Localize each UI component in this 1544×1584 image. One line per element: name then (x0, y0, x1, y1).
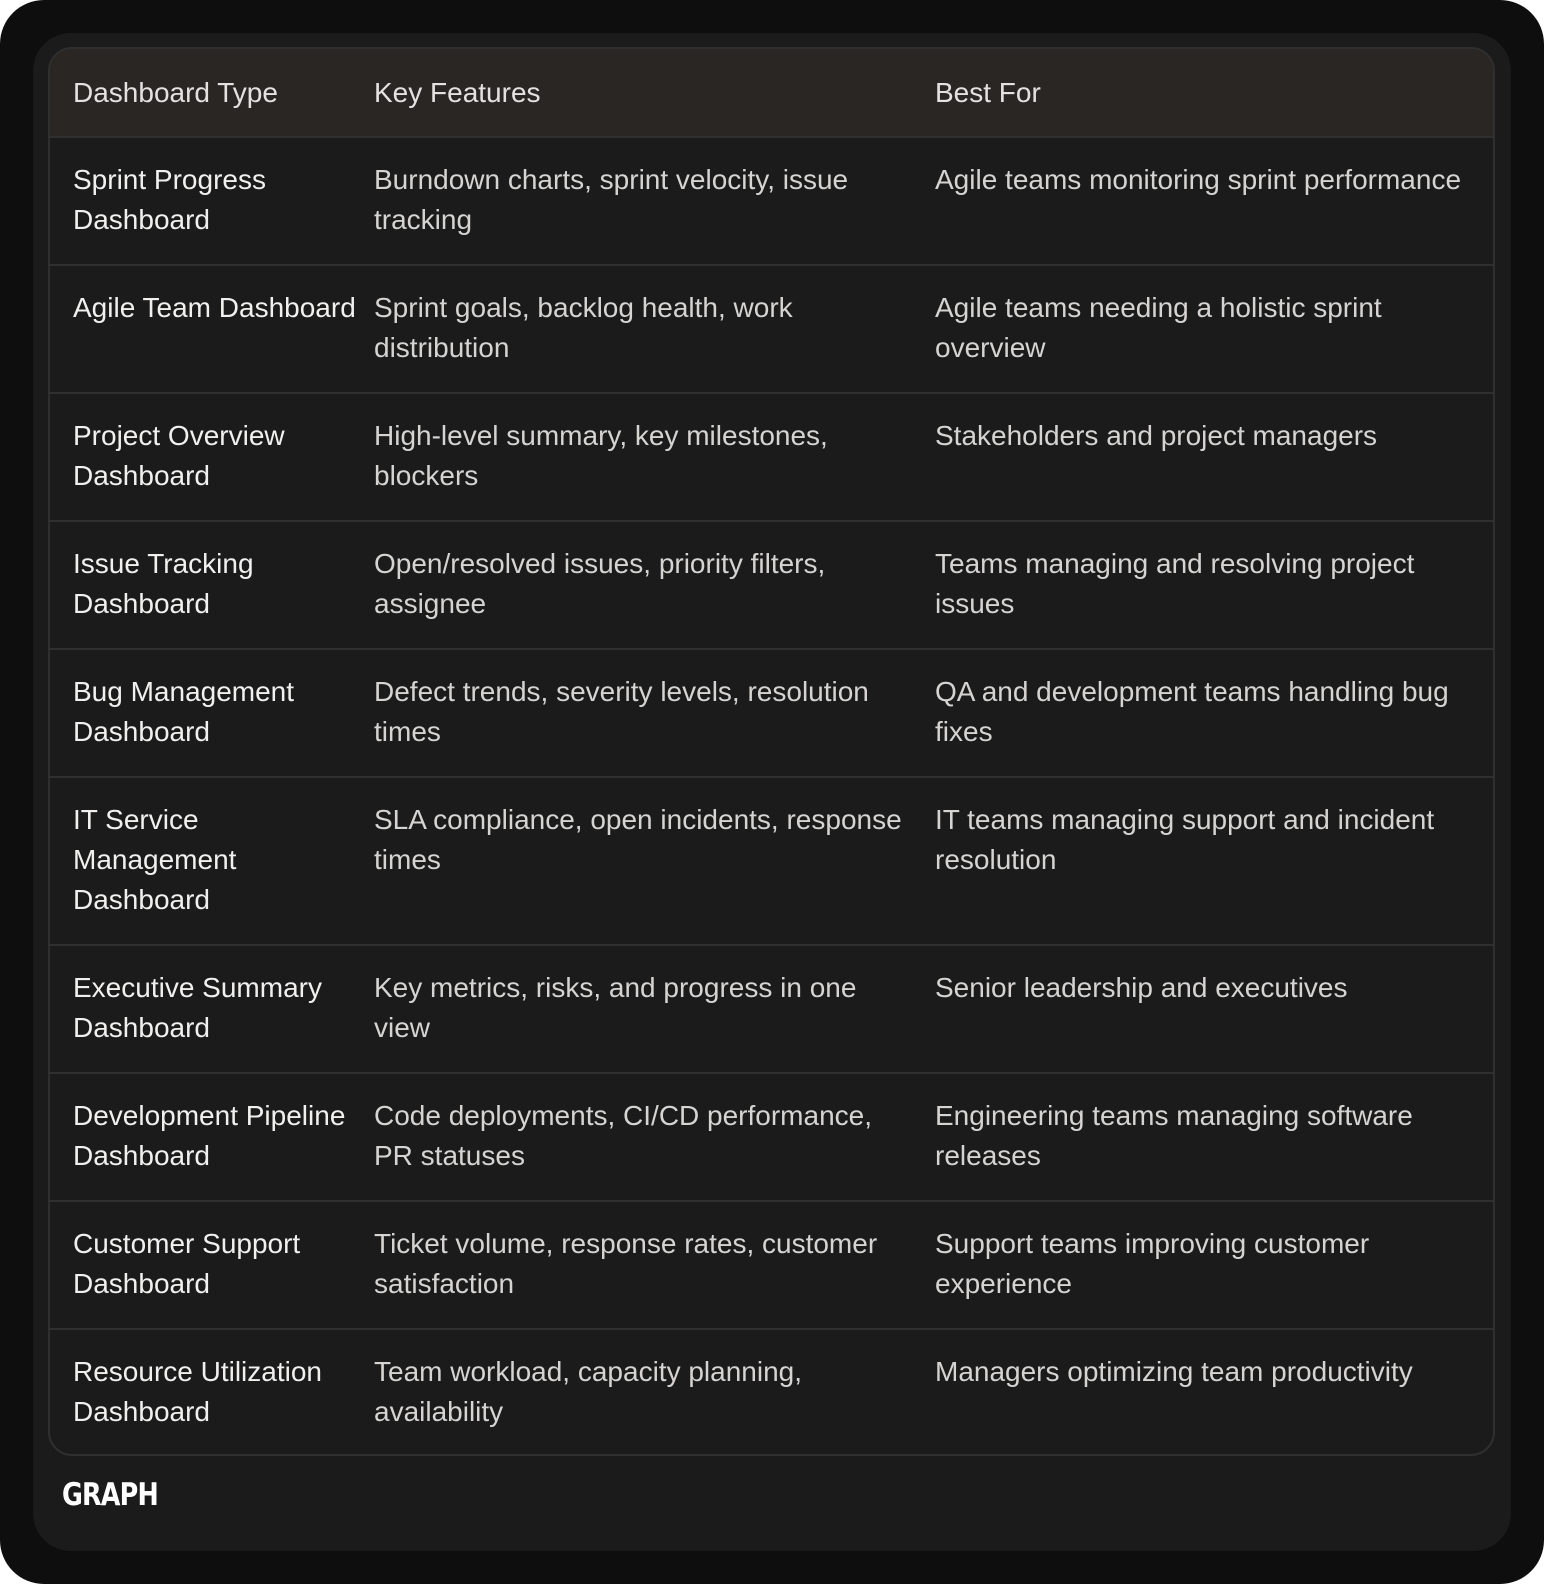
cell-best-for: QA and development teams handling bug fixes (935, 676, 1449, 747)
cell-best-for: Senior leadership and executives (935, 972, 1348, 1003)
header-dashboard-type: Dashboard Type (73, 76, 278, 108)
cell-best-for: Support teams improving customer experience (935, 1228, 1370, 1299)
table-row (50, 266, 1493, 394)
cell-best-for: Agile teams monitoring sprint performance (935, 164, 1462, 195)
table-row (50, 138, 1493, 266)
table-row (50, 522, 1493, 650)
cell-dashboard-type: Issue Tracking Dashboard (73, 548, 254, 619)
cell-key-features: Code deployments, CI/CD performance, PR statuses (374, 1100, 872, 1171)
cell-dashboard-type: Project Overview Dashboard (73, 420, 285, 491)
cell-key-features: High-level summary, key milestones, blockers (374, 420, 828, 491)
cell-best-for: Engineering teams managing software releases (935, 1100, 1413, 1171)
table-row (50, 1202, 1493, 1330)
table-row (50, 1330, 1493, 1456)
cell-dashboard-type: Development Pipeline Dashboard (73, 1100, 346, 1171)
header-key-features: Key Features (374, 76, 541, 108)
cell-dashboard-type: Resource Utilization Dashboard (73, 1356, 322, 1427)
cell-dashboard-type: IT Service Management Dashboard (73, 804, 237, 915)
cell-best-for: IT teams managing support and incident resolution (935, 804, 1435, 875)
cell-best-for: Stakeholders and project managers (935, 420, 1378, 451)
cell-key-features: Ticket volume, response rates, customer satisfaction (374, 1228, 878, 1299)
cell-best-for: Teams managing and resolving project issues (935, 548, 1415, 619)
cell-key-features: Open/resolved issues, priority filters, assignee (374, 548, 826, 619)
cell-dashboard-type: Agile Team Dashboard (73, 292, 356, 323)
cell-dashboard-type: Sprint Progress Dashboard (73, 164, 266, 235)
cell-best-for: Managers optimizing team productivity (935, 1356, 1413, 1387)
table-row (50, 394, 1493, 522)
cell-dashboard-type: Bug Management Dashboard (73, 676, 295, 747)
table-row (50, 778, 1493, 946)
cell-key-features: Defect trends, severity levels, resolution times (374, 676, 869, 747)
table-row (50, 650, 1493, 778)
cell-dashboard-type: Executive Summary Dashboard (73, 972, 322, 1043)
cell-key-features: Burndown charts, sprint velocity, issue tracking (374, 164, 849, 235)
dashboard-comparison-table (48, 47, 1495, 1456)
cell-key-features: Sprint goals, backlog health, work distribution (374, 292, 793, 363)
cell-key-features: Key metrics, risks, and progress in one view (374, 972, 857, 1043)
table-row (50, 1074, 1493, 1202)
table-header-row (50, 49, 1493, 138)
graph-logo: GRAPH (62, 1477, 158, 1513)
cell-best-for: Agile teams needing a holistic sprint overview (935, 292, 1382, 363)
table-row (50, 946, 1493, 1074)
cell-key-features: SLA compliance, open incidents, response times (374, 804, 902, 875)
header-best-for: Best For (935, 76, 1041, 108)
cell-dashboard-type: Customer Support Dashboard (73, 1228, 301, 1299)
cell-key-features: Team workload, capacity planning, availability (374, 1356, 803, 1427)
